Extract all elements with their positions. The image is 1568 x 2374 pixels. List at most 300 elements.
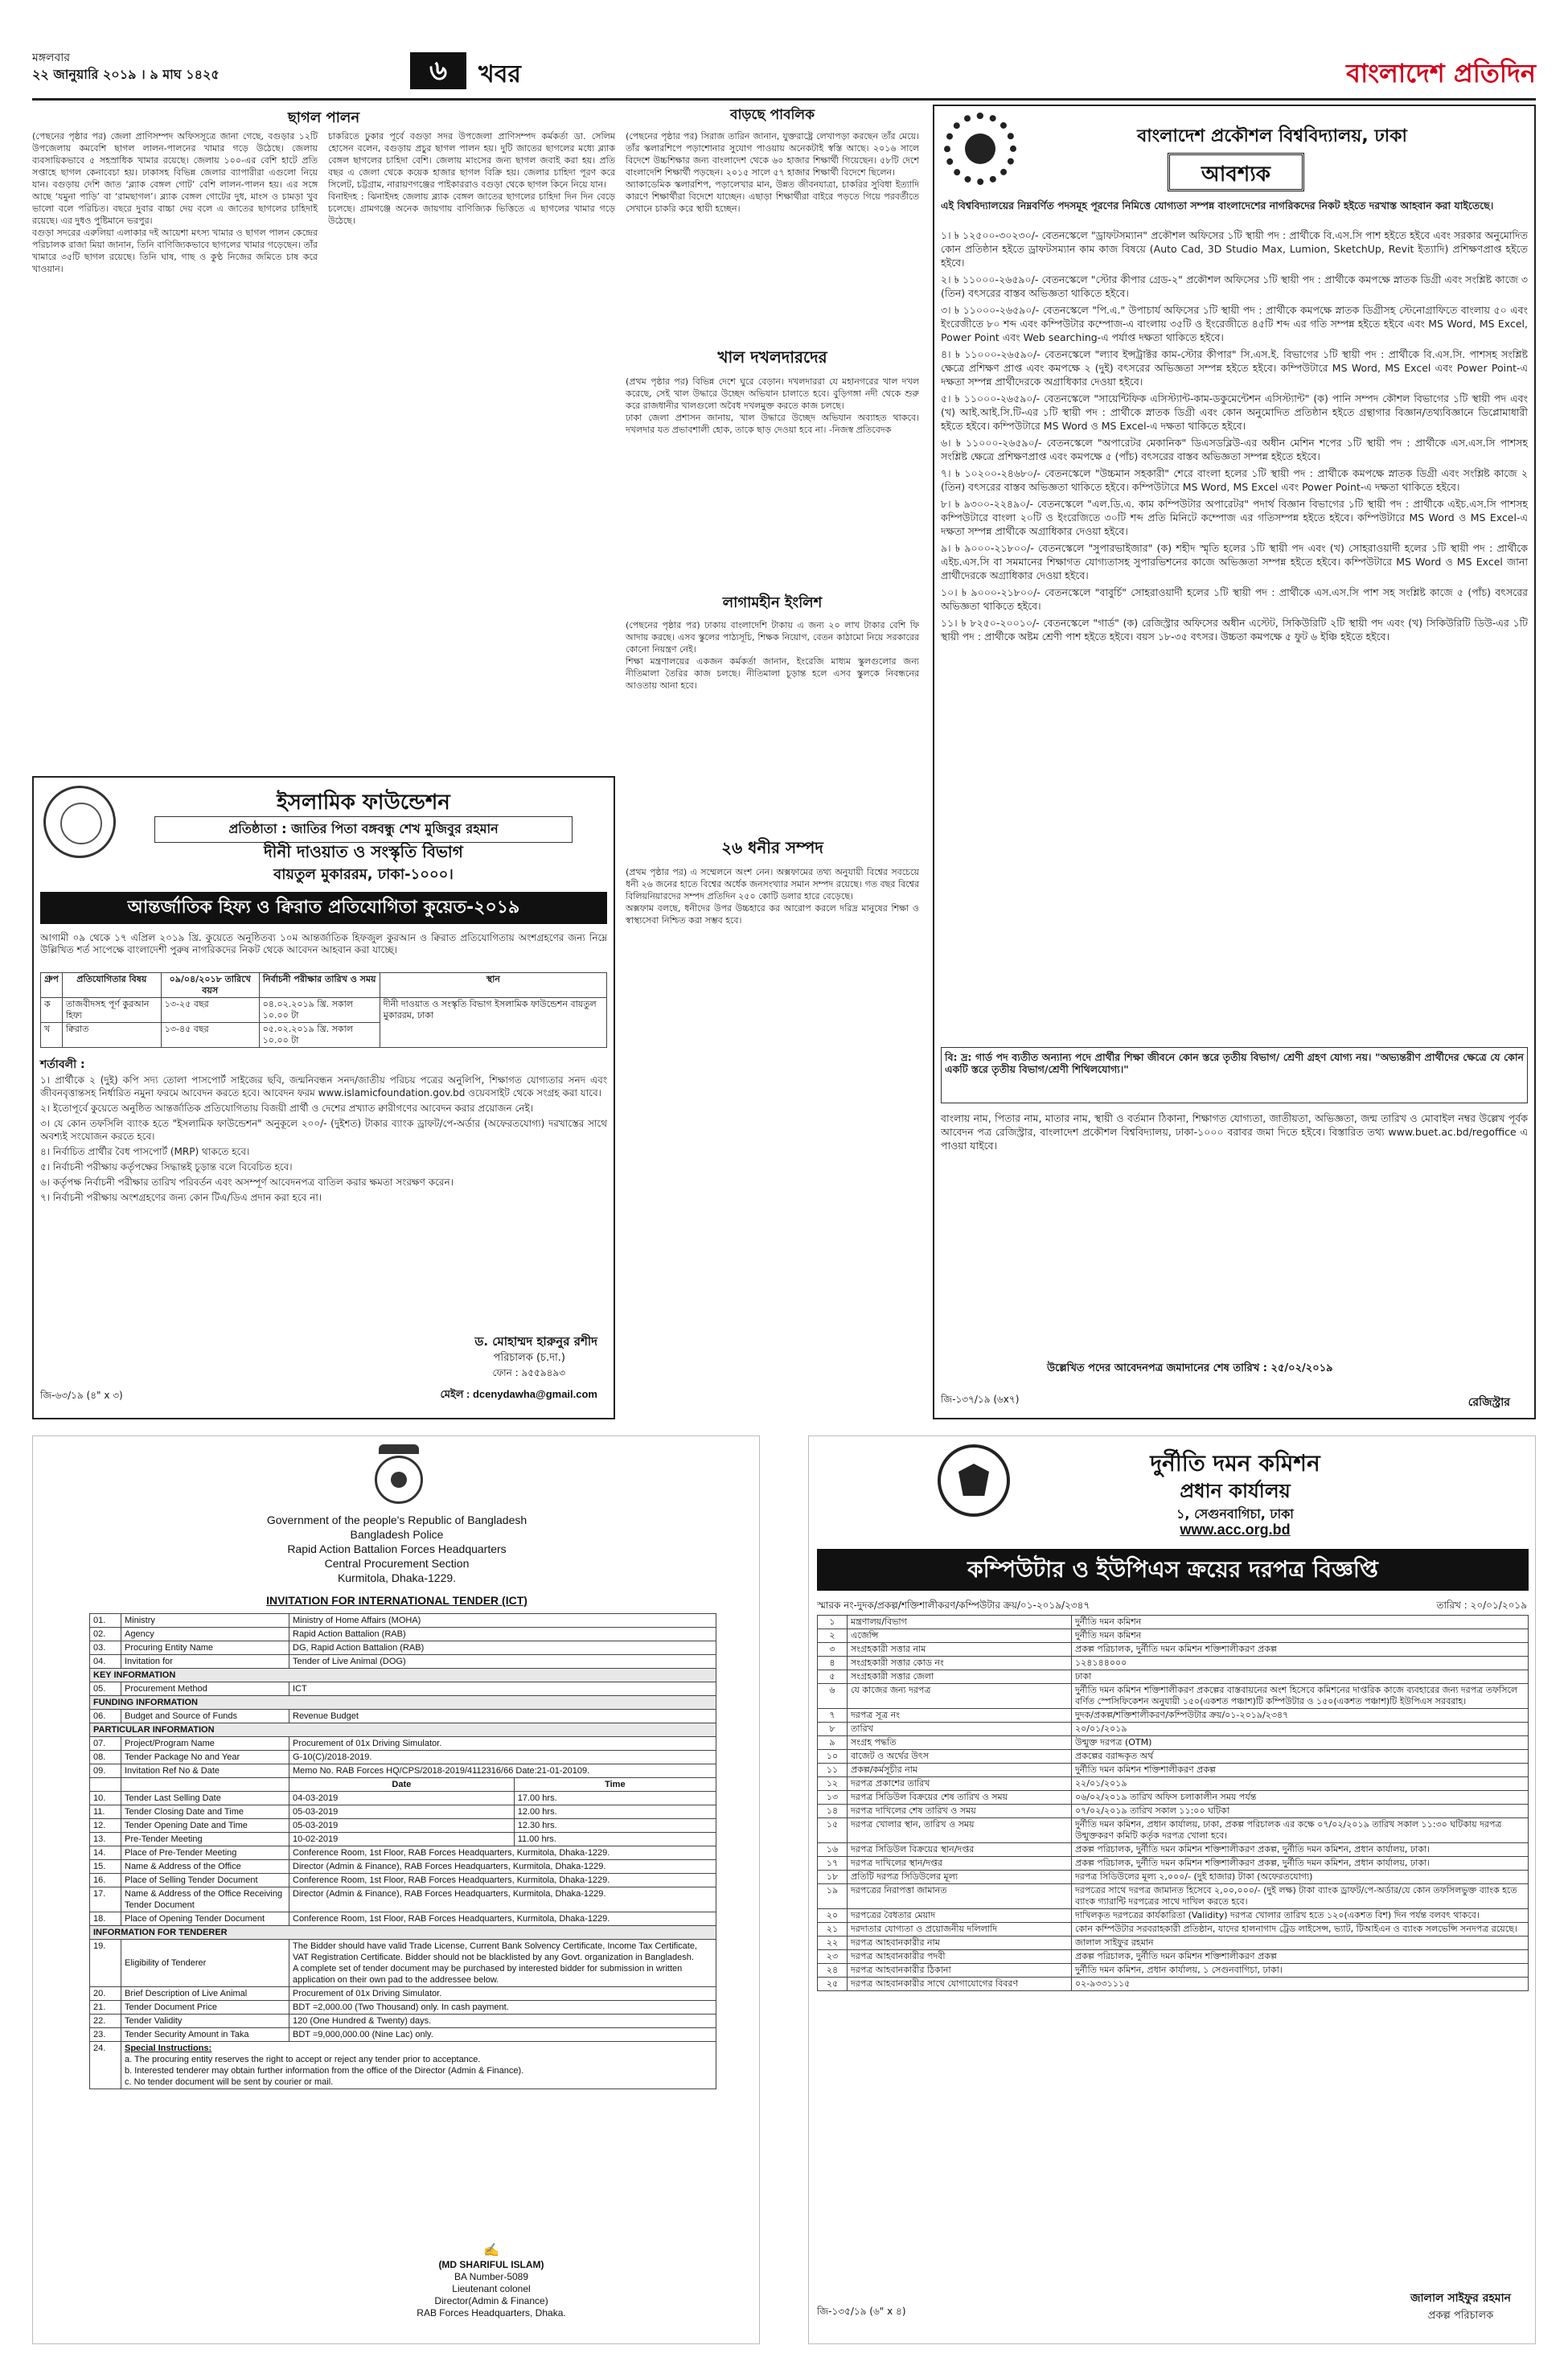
buet-item: ১১। ৳ ৮২৫০-২০০১০/- বেতনস্কেলে "গার্ড" (ক) রেজিস্ট্রার অফিসের অধীন এস্টেট, সিকিউরিটি ২টি স্থায়ী পদ এবং (খ) সিকিউরিটি ডিউ-এর ১টি স্থায়ী পদ : প্রার্থীকে অষ্টম শ্রেণী পাশ হইতে হইবে। বয়স ১৮-৩৫ বৎসর। উচ্চতা কমপক্ষে ৫ ফুট ৬ ইঞ্চি হইতে হইবে। xyxy=(941,617,1531,643)
table-row xyxy=(90,1874,716,1887)
cell: 06. xyxy=(90,1710,121,1723)
cell: ১৩ xyxy=(818,1791,848,1805)
cell: সংগ্রহকারী সত্তার জেলা xyxy=(848,1670,1072,1684)
cell: Ministry of Home Affairs (MOHA) xyxy=(289,1614,716,1628)
cell: ০৪.০২.২০১৯ খ্রি. সকাল ১০.০০ টা xyxy=(259,998,380,1023)
table-row xyxy=(818,1818,1529,1843)
special-item: a. The procuring entity reserves the right to accept or reject any tender prior to acceptance. xyxy=(125,2055,481,2064)
islamic-phone: ফোন : ৯৫৫৯৪৯৩ xyxy=(492,1367,565,1378)
cell: ২০/০১/২০১৯ xyxy=(1072,1723,1529,1736)
table-row xyxy=(90,1987,716,2001)
signature-mark: ✍ xyxy=(483,2244,499,2257)
cell: প্রকল্প পরিচালক, দুর্নীতি দমন কমিশন শক্তিশালীকরণ প্রকল্প, দুর্নীতি দমন কমিশন, প্রধান কার্যালয়, ঢাকা। xyxy=(1072,1857,1529,1871)
cell: ১৯ xyxy=(818,1884,848,1909)
islamic-table xyxy=(40,972,607,1048)
rab-section: Central Procurement Section xyxy=(324,1557,470,1570)
table-row xyxy=(90,1614,716,1628)
cell: দীনী দাওয়াত ও সংস্কৃতি বিভাগ ইসলামিক ফাউন্ডেশন বায়তুল মুকাররম, ঢাকা xyxy=(380,998,606,1048)
islamic-foundation-logo xyxy=(43,786,116,858)
table-row xyxy=(90,1926,716,1940)
table-row xyxy=(818,1857,1529,1871)
cell: 13. xyxy=(90,1833,121,1846)
islamic-signer: ড. মোহাম্মদ হারুনুর রশীদ xyxy=(474,1334,597,1349)
rab-signer-title: Director(Admin & Finance) xyxy=(434,2295,548,2306)
cell: 08. xyxy=(90,1751,121,1764)
table-row xyxy=(818,1750,1529,1764)
cell: ১১ xyxy=(818,1764,848,1777)
land-title: খাল দখলদারদের xyxy=(717,347,827,367)
cell: Procurement Method xyxy=(121,1682,289,1696)
cell: ৫ xyxy=(818,1670,848,1684)
cell: খ xyxy=(41,1023,63,1048)
rab-signer-org: RAB Forces Headquarters, Dhaka. xyxy=(417,2307,566,2319)
cell: PARTICULAR INFORMATION xyxy=(90,1723,716,1737)
cell: দরপত্র আহবানকারীর পদবী xyxy=(848,1950,1072,1964)
rab-hq: Rapid Action Battalion Forces Headquarters xyxy=(287,1542,507,1555)
rich-article xyxy=(626,836,919,1419)
cell: দরদাতার যোগ্যতা ও প্রয়োজনীয় দলিলাদি xyxy=(848,1923,1072,1937)
cell: 14. xyxy=(90,1846,121,1860)
islamic-address: বায়তুল মুকাররম, ঢাকা-১০০০। xyxy=(273,866,454,883)
buet-item: ৮। ৳ ৯৩০০-২২৪৯০/- বেতনস্কেলে "এল.ডি.এ. কাম কম্পিউটার অপারেটর" পদার্থ বিজ্ঞান বিভাগের ১টি স্থায়ী পদ : প্রার্থীকে এইচ.এস.সি পাশসহ কম্পিউটারে বাংলা ২০টি ও ইংরেজিতে ৩০টি শব্দ প্রতি মিনিটে কম্পোজ এর গতিসম্পন্ন হইতে হইবে। কম্পিউটারে MS Word ও MS Excel-এ দক্ষতা সম্পন্ন প্রার্থীকে অগ্রাধিকার দেওয়া হইবে। xyxy=(941,498,1531,537)
english-title: লাগামহীন ইংলিশ xyxy=(722,594,823,611)
table-row xyxy=(90,1628,716,1641)
cell xyxy=(90,1778,121,1792)
rab-tender-ad xyxy=(32,1435,760,2344)
islamic-conditions-title: শর্তাবলী : xyxy=(40,1058,85,1071)
cell: দরপত্র সিডিউল বিক্রয়ের শেষ তারিখ ও সময় xyxy=(848,1791,1072,1805)
header-rule xyxy=(32,98,1536,101)
special-item: b. Interested tenderer may obtain further information from the office of the Director (Admin & Finance). xyxy=(125,2066,524,2076)
cell: ঢাকা xyxy=(1072,1670,1529,1684)
rab-signer-rank: Lieutenant colonel xyxy=(452,2283,531,2294)
cell: দরপত্র খোলার স্থান, তারিখ ও সময় xyxy=(848,1818,1072,1843)
cell: উন্মুক্ত দরপত্র (OTM) xyxy=(1072,1736,1529,1750)
cell: ICT xyxy=(289,1682,716,1696)
table-row xyxy=(818,1884,1529,1909)
cell: 12. xyxy=(90,1819,121,1833)
cell: Director (Admin & Finance), RAB Forces Headquarters, Kurmitola, Dhaka-1229. xyxy=(289,1887,716,1912)
cell: KEY INFORMATION xyxy=(90,1669,716,1682)
cell: Rapid Action Battalion (RAB) xyxy=(289,1628,716,1641)
table-row xyxy=(818,1777,1529,1791)
table-row xyxy=(818,1909,1529,1923)
cell: Place of Opening Tender Document xyxy=(121,1912,289,1926)
cell: Name & Address of the Office Receiving Tender Document xyxy=(121,1887,289,1912)
acc-tender-ad xyxy=(808,1435,1536,2344)
cell: Invitation for xyxy=(121,1655,289,1669)
buet-title: বাংলাদেশ প্রকৌশল বিশ্ববিদ্যালয়, ঢাকা xyxy=(1137,126,1407,146)
islamic-email: মেইল : dceny​dawha@gmail.com xyxy=(440,1388,597,1400)
table-row xyxy=(818,1978,1529,1991)
cell: Procurement of 01x Driving Simulator. xyxy=(289,1987,716,2001)
table-row xyxy=(818,1843,1529,1857)
cell: প্রকল্প/কর্মসূচীর নাম xyxy=(848,1764,1072,1777)
goat-col1: (পেছনের পৃষ্ঠার পর) জেলা প্রাণিসম্পদ অফিসসূত্রে জানা গেছে, বগুড়ার ১২টি উপজেলায় কমবেশি ছাগল লালন-পালনের খামার গড়ে উঠেছে। জেলায় ব্যবসায়িকভাবে ৫ সহস্রাধিক খামার রয়েছে। জেলায় ১০০-এর বেশি হাটে প্রতি সপ্তাহে ছাগল কেনাবেচা হয়। ঢাকাসহ বিভিন্ন জেলার ব্যাপারীরা এগুলো নিয়ে যান। বগুড়ায় দেশি জাত ‘ব্ল্যাক বেঙ্গল গোট’ বেশি লালন-পালন হয়। এর সঙ্গে আছে ‘যমুনা পাড়ি’ বা ‘রামছাগল’। ব্ল্যাক বেঙ্গল গোটের দুধ, মাংস ও চামড়া খুব ভালো বলে পরিচিত। বছরে দুবার বাচ্চা দেয় বলে এ জাতের ছাগলের চাহিদাই রয়েছে। এর দুধও পুষ্টিমানে ভরপুর। বগুড়া সদরের এরুলিয়া এলাকার দই আয়েশা মৎস্য খামার ও ছাগল পালন কেন্দ্রের পরিচালক রাজা মিয়া জানান, তিনি বাণিজ্যিকভাবে ছাগলের খামার গড়েছেন। তাঁর খামারে ৩৫টি ছাগল রয়েছে। তিনি ঘাষ, গাছ ও কুণ্ঠ নিজের জমিতে চাষ করে খাওয়ান। xyxy=(32,131,318,274)
cell: Brief Description of Live Animal xyxy=(121,1987,289,2001)
cell: Memo No. RAB Forces HQ/CPS/2018-2019/4112316/66 Date:21-01-20109. xyxy=(289,1764,716,1778)
cell: 05. xyxy=(90,1682,121,1696)
buet-item: ৪। ৳ ১১০০০-২৬৫৯০/- বেতনস্কেলে "ল্যাব ইন্সট্রাক্টর কাম-স্টোর কীপার" সি.এস.ই. বিভাগের ১টি স্থায়ী পদ : প্রার্থীকে বি.এস.সি. পাশসহ সংশ্লিষ্ট ক্ষেত্রে প্রশিক্ষণ প্রাপ্ত এবং কমপক্ষে ২ (দুই) বৎসরের অভিজ্ঞতা সম্পন্ন হইতে হইবে। কম্পিউটারে MS Word, MS Excel এবং Power Point-এ দক্ষতা সম্পন্ন প্রার্থীদেরকে অগ্রাধিকার দেওয়া হইবে। xyxy=(941,348,1531,388)
cell: ৬ xyxy=(818,1684,848,1709)
cell: Conference Room, 1st Floor, RAB Forces Headquarters, Kurmitola, Dhaka-1229. xyxy=(289,1846,716,1860)
rich-title: ২৬ ধনীর সম্পদ xyxy=(721,838,823,857)
rich-body: (প্রথম পৃষ্ঠার পর) এ সম্মেলনে অংশ নেন। অক্সফামের তথ্য অনুযায়ী বিশ্বের সবচেয়ে ধনী ২৬ জনের হাতে বিশ্বের অর্ধেক জনসংখ্যার সমান সম্পদ রয়েছে। গত বছর বিশ্বের বিলিয়নিয়ারদের সম্পদ প্রতিদিন ২৫০ কোটি ডলার হারে বেড়েছে। অক্সফাম বলছে, ধনীদের উপর উচ্চহারে কর আরোপ করলে দরিদ্র মানুষের শিক্ষা ও স্বাস্থ্যসেবা নিশ্চিত করা সম্ভব হবে। xyxy=(626,867,919,926)
cell xyxy=(121,1778,289,1792)
cell: 17. xyxy=(90,1887,121,1912)
table-row xyxy=(90,1751,716,1764)
cell: Date xyxy=(289,1778,515,1792)
buet-item: ৭। ৳ ১০২০০-২৪৬৮০/- বেতনস্কেলে "উচ্চমান সহকারী" শেরে বাংলা হলের ১টি স্থায়ী পদ : প্রার্থীকে কমপক্ষে স্নাতক ডিগ্রী এবং সংশ্লিষ্ট কাজে ২ (তিন) বৎসরের বাস্তব অভিজ্ঞতা থাকিতে হইবে। কম্পিউটারে MS Word, MS Excel এবং Power Point-এ দক্ষতা থাকিতে হইবে। xyxy=(941,467,1531,493)
table-row xyxy=(818,1871,1529,1884)
cell: কোন কম্পিউটার সরবরাহকারী প্রতিষ্ঠান, যাদের হালনাগাদ ট্রেড লাইসেন্স, ভ্যাট, টিআইএন ও ব্যাংক সলভেন্সি সনদপত্র রয়েছে। xyxy=(1072,1923,1529,1937)
buet-item: ৫। ৳ ১১০০০-২৬৫৯০/- বেতনস্কেলে "সায়েন্টিফিক এসিস্ট্যান্ট-কাম-ডকুমেন্টেশন এসিস্ট্যান্ট" (ক) পানি সম্পদ কৌশল বিভাগের ১টি স্থায়ী পদ এবং (খ) আই.আই.সি.টি-এর ১টি স্থায়ী পদ : প্রার্থীকে স্নাতক ডিগ্রী এবং কোন অনুমোদিত প্রতিষ্ঠান হইতে গ্রন্থাগার বিজ্ঞান/তথ্যবিজ্ঞানে ডিপ্লোমাধারী হইতে হইবে। কম্পিউটারে MS Word ও MS Excel-এ দক্ষতা থাকিতে হইবে। xyxy=(941,392,1531,432)
table-row xyxy=(90,1710,716,1723)
condition-item: ৭। নির্বাচনী পরীক্ষায় অংশগ্রহণের জন্য কোন টিএ/ডিএ প্রদান করা হবে না। xyxy=(40,1192,322,1203)
cell: ২২ xyxy=(818,1937,848,1950)
table-row xyxy=(90,2028,716,2042)
cell: ১৫ xyxy=(818,1818,848,1843)
rab-signer xyxy=(371,2245,612,2319)
cell: ৯ xyxy=(818,1736,848,1750)
cell: DG, Rapid Action Battalion (RAB) xyxy=(289,1641,716,1655)
islamic-intro: আগামী ০৯ থেকে ১৭ এপ্রিল ২০১৯ খ্রি. কুয়েতে অনুষ্ঠিতব্য ১০ম আন্তর্জাতিক হিফজুল কুরআন ও ক্বিরাত প্রতিযোগিতায় অংশগ্রহণের জন্য নিম্নে উল্লিখিত শর্ত সাপেক্ষে বাংলাদেশী পুরুষ নাগরিকদের নিকট থেকে আবেদন আহবান করা যাচ্ছে। xyxy=(40,932,610,955)
cell: দুর্নীতি দমন কমিশন xyxy=(1072,1616,1529,1629)
cell: দুর্নীতি দমন কমিশন, প্রধান কার্যালয়, ১ সেগুনবাগিচা, ঢাকা। xyxy=(1072,1964,1529,1978)
cell: দরপত্রের সাথে দরপত্র জামানত হিসেবে ২,০০,০০০/- (দুই লক্ষ) টাকা ব্যাংক ড্রাফট/পে-অর্ডার/যে কোন তফসিলভুক্ত ব্যাংক হতে ব্যাংক গ্যারান্টি দরপত্রের সাথে দাখিল করতে হবে। xyxy=(1072,1884,1529,1909)
table-row xyxy=(818,1670,1529,1684)
table-row xyxy=(90,1655,716,1669)
cell: সংগ্রহ পদ্ধতি xyxy=(848,1736,1072,1750)
condition-item: ২। ইতোপূর্বে কুয়েতে অনুষ্ঠিত আন্তর্জাতিক প্রতিযোগিতায় বিজয়ী প্রার্থী ও দেশের প্রখ্যাত ক্বারীগণের আবেদন করার প্রয়োজন নেই। xyxy=(40,1103,534,1114)
cell: ১৭ xyxy=(818,1857,848,1871)
cell: Revenue Budget xyxy=(289,1710,716,1723)
cell: দরপত্র সিডিউলের মূল্য ২,০০০/- (দুই হাজার) টাকা (অফেরতযোগ্য) xyxy=(1072,1871,1529,1884)
table-row xyxy=(818,1643,1529,1657)
cell: Tender Last Selling Date xyxy=(121,1792,289,1805)
cell: 16. xyxy=(90,1874,121,1887)
table-row xyxy=(90,1860,716,1874)
cell: জালাল সাইফুর রহমান xyxy=(1072,1937,1529,1950)
cell: 10. xyxy=(90,1792,121,1805)
table-row xyxy=(90,1723,716,1737)
table-row xyxy=(90,2015,716,2028)
cell: The Bidder should have valid Trade License, Current Bank Solvency Certificate, Income Tax Certificate, VAT Registration Certificate. Bidder should not be blacklisted by any Govt. organization in Bangladesh. A complete set of tender document may be purchased by interested bidder for submission in written application on their own pad to the addressee below. xyxy=(289,1940,716,1987)
cell: 12.30 hrs. xyxy=(514,1819,716,1833)
cell: তাজবীদসহ পূর্ণ কুরআন হিফ্য xyxy=(62,998,161,1023)
islamic-banner: আন্তর্জাতিক হিফ্য ও ক্বিরাত প্রতিযোগিতা কুয়েত-২০১৯ xyxy=(40,892,607,924)
cell: তারিখ xyxy=(848,1723,1072,1736)
cell: দুর্নীতি দমন কমিশন শক্তিশালীকরণ প্রকল্প xyxy=(1072,1764,1529,1777)
cell: দুর্নীতি দমন কমিশন, প্রধান কার্যালয়, ঢাকা, প্রকল্প পরিচালক এর কক্ষে ০৭/০২/২০১৯ তারিখ সকাল ১১:৩০ ঘটিকায় দরপত্র উন্মুক্তকরণ কমিটি কর্তৃক দরপত্র খোলা হবে। xyxy=(1072,1818,1529,1843)
table-row xyxy=(818,1937,1529,1950)
cell: 18. xyxy=(90,1912,121,1926)
cell: দরপত্র আহবানকারীর নাম xyxy=(848,1937,1072,1950)
cell: প্রকল্পের বরাদ্দকৃত অর্থ xyxy=(1072,1750,1529,1764)
cell: BDT =2,000.00 (Two Thousand) only. In cash payment. xyxy=(289,2001,716,2015)
table-row xyxy=(818,1736,1529,1750)
buet-logo xyxy=(944,113,1016,185)
cell: দুর্নীতি দমন কমিশন শক্তিশালীকরণ প্রকল্পের বাস্তবায়নের অংশ হিসেবে কমিশনের দাপ্তরিক কাজে ব্যবহারের জন্য দরপত্র তফসিলে বর্ণিত স্পেসিফিকেশন অনুযায়ী ১৫০(একশত পঞ্চাশ)টি কম্পিউটার ও ১৫০(একশত পঞ্চাশ)টি ইউপিএস সরবরাহ। xyxy=(1072,1684,1529,1709)
goat-article xyxy=(32,105,615,774)
buet-item: ৬। ৳ ১১০০০-২৬৫৯০/- বেতনস্কেলে "অপারেটর মেকানিক" ডিএসডব্লিউ-এর অধীন মেশিন শপের ১টি স্থায়ী পদ : প্রার্থীকে এস.এস.সি পাশসহ সংশ্লিষ্ট ক্ষেত্রে প্রশিক্ষণপ্রাপ্ত এবং কমপক্ষে ৫ (পাঁচ) বৎসরের বাস্তব অভিজ্ঞতা সম্পন্ন হইতে হইবে। xyxy=(941,437,1531,462)
cell: ০৭/০২/২০১৯ তারিখ সকাল ১১:০০ ঘটিকা xyxy=(1072,1805,1529,1818)
cell: ১৩-৪৫ বছর xyxy=(161,1023,259,1048)
table-row xyxy=(90,2042,716,2089)
table-row xyxy=(818,1950,1529,1964)
cell: বাজেট ও অর্থের উৎস xyxy=(848,1750,1072,1764)
page-header xyxy=(32,48,1536,97)
cell: BDT =9,000,000.00 (Nine Lac) only. xyxy=(289,2028,716,2042)
special-title: Special Instructions: xyxy=(125,2043,212,2053)
rab-invitation: INVITATION FOR INTERNATIONAL TENDER (ICT) xyxy=(266,1594,527,1607)
header-section: খবর xyxy=(478,60,521,88)
cell: দুদক/প্রকল্প/শক্তিশালীকরণ/কম্পিউটার ক্রয়/০১-২০১৯/২৩৪৭ xyxy=(1072,1709,1529,1723)
cell: Ministry xyxy=(121,1614,289,1628)
cell: 07. xyxy=(90,1737,121,1751)
header-page-number: ৬ xyxy=(410,52,466,89)
cell: এজেন্সি xyxy=(848,1629,1072,1643)
table-row xyxy=(818,1629,1529,1643)
table-row xyxy=(41,998,607,1023)
cell: ৭ xyxy=(818,1709,848,1723)
buet-ad xyxy=(933,105,1536,1419)
cell: দরপত্রের নিরাপত্তা জামানত xyxy=(848,1884,1072,1909)
cell: 11. xyxy=(90,1805,121,1819)
cell: FUNDING INFORMATION xyxy=(90,1696,716,1710)
table-row xyxy=(90,1805,716,1819)
cell: Pre-Tender Meeting xyxy=(121,1833,289,1846)
cell: Name & Address of the Office xyxy=(121,1860,289,1874)
cell: প্রকল্প পরিচালক, দুর্নীতি দমন কমিশন শক্তিশালীকরণ প্রকল্প, দুর্নীতি দমন কমিশন, প্রধান কার্যালয়, ঢাকা। xyxy=(1072,1843,1529,1857)
cell: দাখিলকৃত দরপত্রের কার্যকারিতা (Validity) দরপত্র খোলার তারিখ হতে ১২০(একশত বিশ) দিন পর্যন্ত বলবৎ থাকবে। xyxy=(1072,1909,1529,1923)
buet-item: ৯। ৳ ৯০০০-২১৮০০/- বেতনস্কেলে "সুপারভাইজার" (ক) শহীদ স্মৃতি হলের ১টি স্থায়ী পদ এবং (খ) সোহরাওয়ার্দী হলের ১টি স্থায়ী পদ : প্রার্থীকে এইচ.এস.সি বা সমমানের শিক্ষাগত যোগ্যতাসহ সুপারভিশনের কাজে অভিজ্ঞতা সম্পন্ন হইতে হইবে। কম্পিউটারে MS Word ও MS Excel জানা প্রার্থীদেরকে অগ্রাধিকার দেওয়া হইবে। xyxy=(941,542,1531,581)
cell: Tender Closing Date and Time xyxy=(121,1805,289,1819)
cell: 01. xyxy=(90,1614,121,1628)
table-row xyxy=(90,1940,716,1987)
col-age: ০৯/০৪/২০১৮ তারিখে বয়স xyxy=(161,973,259,998)
cell: ১২ xyxy=(818,1777,848,1791)
cell: ১৮ xyxy=(818,1871,848,1884)
cell: ৩ xyxy=(818,1643,848,1657)
cell: ১ xyxy=(818,1616,848,1629)
rab-police: Bangladesh Police xyxy=(350,1528,444,1541)
table-row xyxy=(818,1764,1529,1777)
buet-item: ২। ৳ ১১০০০-২৬৫৯০/- বেতনস্কেলে "স্টোর কীপার গ্রেড-২" প্রকৌশল অফিসের ১টি স্থায়ী পদ : প্রার্থীকে কমপক্ষে স্নাতক ডিগ্রী এবং সংশ্লিষ্ট কাজে ৩ (তিন) বৎসরের বাস্তব অভিজ্ঞতা থাকিতে হইবে। xyxy=(941,273,1531,299)
cell: Conference Room, 1st Floor, RAB Forces Headquarters, Kurmitola, Dhaka-1229. xyxy=(289,1912,716,1926)
cell: ১৬ xyxy=(818,1843,848,1857)
table-row xyxy=(90,1792,716,1805)
acc-date: তারিখ : ২০/০১/২০১৯ xyxy=(1436,1600,1527,1611)
buet-footer: বাংলায় নাম, পিতার নাম, মাতার নাম, স্থায়ী ও বর্তমান ঠিকানা, শিক্ষাগত যোগ্যতা, জাতীয়তা, অভিজ্ঞতা, জন্ম তারিখ ও মোবাইল নম্বর উল্লেখ পূর্বক আবেদন পত্র রেজিস্ট্রার, বাংলাদেশ প্রকৌশল বিশ্ববিদ্যালয়, ঢাকা-১০০০ বরাবর জমা দিতে হইবে। বিস্তারিত তথ্য www.buet.ac.bd/regoffice এ পাওয়া যাইবে। xyxy=(941,1112,1531,1152)
acc-title: দুর্নীতি দমন কমিশন xyxy=(1150,1450,1320,1477)
condition-item: ৪। নির্বাচিত প্রার্থীর বৈধ পাসপোর্ট (MRP) থাকতে হবে। xyxy=(40,1146,250,1157)
islamic-table-header xyxy=(41,973,607,998)
cell: দরপত্র সিডিউল বিক্রয়ের স্থান/দপ্তর xyxy=(848,1843,1072,1857)
cell: Tender Document Price xyxy=(121,2001,289,2015)
acc-address: ১, সেগুনবাগিচা, ঢাকা xyxy=(1176,1506,1294,1522)
buet-ref: জি-১৩৭/১৯ (৬x৭) xyxy=(941,1394,1020,1405)
table-row xyxy=(90,1819,716,1833)
english-article xyxy=(626,591,919,832)
islamic-foundation-ad xyxy=(32,776,615,1419)
special-item: c. No tender document will be sent by courier or mail. xyxy=(125,2077,334,2087)
cell: Place of Pre-Tender Meeting xyxy=(121,1846,289,1860)
goat-col2: চাকরিতে ঢুকার পূর্বে বগুড়া সদর উপজেলা প্রাণিসম্পদ কর্মকর্তা ডা. সেলিম হোসেন বলেন, বগুড়ায় প্রচুর ছাগল পালন হয়। দুটি জাতের ছাগলের মধ্যে ব্ল্যাক বেঙ্গল ছাগলের চাহিদা বেশি। জেলায় মাংসের জন্য ছাগল জবাই করা হয়। প্রতি বছর এ জেলা থেকে কয়েক হাজার ছাগল বিক্রি হয়। জেলার চাহিদা পূরণ করে সিলেট, চট্টগ্রাম, নারায়ণগঞ্জের পাইকাররাও বগুড়া থেকে ছাগল কিনে নিয়ে যান। বিনাইদহ : ঝিনাইদহ জেলায় ব্ল্যাক বেঙ্গল জাতের ছাগলের চাহিদা দিন দিন বেড়ে চলেছে। গ্রামগঞ্জে অনেক জায়গায় বাণিজ্যিক ভিত্তিতে এ ছাগলের খামার গড়ে উঠেছে। xyxy=(328,131,615,226)
cell: Procurement of 01x Driving Simulator. xyxy=(289,1737,716,1751)
cell: 12.00 hrs. xyxy=(514,1805,716,1819)
acc-logo xyxy=(938,1444,1010,1517)
table-row xyxy=(90,1912,716,1926)
cell: ১২৪১৪৪০০০ xyxy=(1072,1657,1529,1670)
table-row xyxy=(818,1923,1529,1937)
table-row xyxy=(90,1641,716,1655)
buet-item: ১। ৳ ১২৫০০-৩০২৩০/- বেতনস্কেলে "ড্রাফটসম্যান" প্রকৌশল অফিসের ১টি স্থায়ী পদ : প্রার্থীকে বি.এস.সি পাশ হইতে হইবে এবং সরকার অনুমোদিত কোন প্রতিষ্ঠান হইতে ড্রাফটসম্যান কাম কাজ বিষয়ে (Auto Cad, 3D Studio Max, Lumion, SketchUp, Revit ইত্যাদি) প্রশিক্ষণপ্রাপ্ত হইতে হইবে। xyxy=(941,229,1531,269)
table-row xyxy=(818,1657,1529,1670)
acc-memo: স্মারক নং-দুদক/প্রকল্প/শক্তিশালীকরণ/কম্পিউটার ক্রয়/০১-২০১৯/২৩৪৭ xyxy=(817,1600,1090,1611)
cell: দরপত্র আহবানকারীর সাথে যোগাযোগের বিবরণ xyxy=(848,1978,1072,1991)
cell: Tender Opening Date and Time xyxy=(121,1819,289,1833)
cell: Director (Admin & Finance), RAB Forces Headquarters, Kurmitola, Dhaka-1229. xyxy=(289,1860,716,1874)
cell: ক xyxy=(41,998,63,1023)
cell: দরপত্র সূত্র নং xyxy=(848,1709,1072,1723)
table-row xyxy=(90,1737,716,1751)
acc-ref: জি-১৩৫/১৯ (৬" x ৪) xyxy=(817,2306,906,2317)
table-row xyxy=(818,1791,1529,1805)
islamic-dept: দীনী দাওয়াত ও সংস্কৃতি বিভাগ xyxy=(264,842,463,861)
cell: ০৬/০২/২০১৯ তারিখ অফিস চলাকালীন সময় পর্যন্ত xyxy=(1072,1791,1529,1805)
cell: Tender Package No and Year xyxy=(121,1751,289,1764)
cell: 02. xyxy=(90,1628,121,1641)
cell: 04. xyxy=(90,1655,121,1669)
islamic-conditions xyxy=(40,1074,610,1315)
islamic-founder: প্রতিষ্ঠাতা : জাতির পিতা বঙ্গবন্ধু শেখ মুজিবুর রহমান xyxy=(154,816,573,843)
table-row xyxy=(818,1964,1529,1978)
rab-signer-ba: BA Number-5089 xyxy=(454,2271,529,2282)
cell: Budget and Source of Funds xyxy=(121,1710,289,1723)
cell: Conference Room, 1st Floor, RAB Forces Headquarters, Kurmitola, Dhaka-1229. xyxy=(289,1874,716,1887)
cell: ক্বিরাত xyxy=(62,1023,161,1048)
cell: ২ xyxy=(818,1629,848,1643)
cell: 19. xyxy=(90,1940,121,1987)
table-row xyxy=(818,1805,1529,1818)
col-exam-date: নির্বাচনী পরীক্ষার তারিখ ও সময় xyxy=(259,973,380,998)
cell: সংগ্রহকারী সত্তার নাম xyxy=(848,1643,1072,1657)
cell: ২১ xyxy=(818,1923,848,1937)
table-row xyxy=(90,1887,716,1912)
cell: Time xyxy=(514,1778,716,1792)
cell: INFORMATION FOR TENDERER xyxy=(90,1926,716,1940)
condition-item: ৫। নির্বাচনী পরীক্ষায় কর্তৃপক্ষের সিদ্ধান্তই চূড়ান্ত বলে বিবেচিত হবে। xyxy=(40,1161,293,1173)
table-row xyxy=(818,1616,1529,1629)
table-row xyxy=(90,1696,716,1710)
cell: ৪ xyxy=(818,1657,848,1670)
cell: ০২-৯৩৩১১১৫ xyxy=(1072,1978,1529,1991)
col-group: গ্রুপ xyxy=(41,973,63,998)
cell: দুর্নীতি দমন কমিশন xyxy=(1072,1629,1529,1643)
condition-item: ৬। কর্তৃপক্ষ নির্বাচনী পরীক্ষার তারিখ পরিবর্তন এবং অসম্পূর্ণ আবেদনপত্র বাতিল করার ক্ষমতা সংরক্ষণ করেন। xyxy=(40,1177,454,1188)
table-row xyxy=(90,1669,716,1682)
table-row xyxy=(818,1723,1529,1736)
table-row xyxy=(90,1778,716,1792)
cell: ০৫.০২.২০১৯ খ্রি. সকাল ১০.০০ টা xyxy=(259,1023,380,1048)
table-row xyxy=(90,2001,716,2015)
buet-deadline: উল্লেখিত পদের আবেদনপত্র জমাদানের শেষ তারিখ : ২৫/০২/২০১৯ xyxy=(1047,1362,1333,1374)
cell: প্রকল্প পরিচালক, দুর্নীতি দমন কমিশন শক্তিশালীকরণ প্রকল্প xyxy=(1072,1950,1529,1964)
cell: 05-03-2019 xyxy=(289,1805,515,1819)
acc-table xyxy=(817,1615,1529,1991)
rab-gov: Government of the people's Republic of Bangladesh xyxy=(266,1514,527,1526)
cell: Eligibility of Tenderer xyxy=(121,1940,289,1987)
cell: Tender of Live Animal (DOG) xyxy=(289,1655,716,1669)
land-article xyxy=(626,346,919,587)
cell: 20. xyxy=(90,1987,121,2001)
col-subject: প্রতিযোগিতার বিষয় xyxy=(62,973,161,998)
population-title: বাড়ছে পাবলিক xyxy=(730,107,815,123)
population-body: (পেছনের পৃষ্ঠার পর) সিরাজ তারিন জানান, যুক্তরাষ্ট্রে লেখাপড়া করছেন তাঁর মেয়ে। তাঁর স্কলারশিপে পড়াশোনার সুযোগ পাওয়ায় অনেকটাই স্বস্তি আছে। ২০১৬ সালে বিদেশে উচ্চশিক্ষার জন্য বাংলাদেশ থেকে ৬০ হাজার শিক্ষার্থী গিয়েছেন। ৫৮টি দেশে বাংলাদেশি শিক্ষার্থী পড়ছেন। ২০১৫ সালে ৫৭ হাজার শিক্ষার্থী বিদেশে ছিলেন। অ্যাকাডেমিক স্কলারশিপ, পড়ালেখার মান, উন্নত জীবনযাত্রা, চাকরির সুবিধা ইত্যাদি কারণে শিক্ষার্থীরা বিদেশে যাচ্ছেন। এছাড়া শিক্ষার্থীরা বাইরে পড়তে গিয়ে পরবর্তীতে সেখানে চাকরি করে স্থায়ী হচ্ছেন। xyxy=(626,131,919,214)
cell: 15. xyxy=(90,1860,121,1874)
cell: সংগ্রহকারী সত্তার কোড নং xyxy=(848,1657,1072,1670)
cell: 04-03-2019 xyxy=(289,1792,515,1805)
cell: Procuring Entity Name xyxy=(121,1641,289,1655)
table-row xyxy=(818,1684,1529,1709)
cell: মন্ত্রণালয়/বিভাগ xyxy=(848,1616,1072,1629)
cell: দরপত্রের বৈধতার মেয়াদ xyxy=(848,1909,1072,1923)
cell: ১৩-২৫ বছর xyxy=(161,998,259,1023)
cell: ২৪ xyxy=(818,1964,848,1978)
cell: ২২/০১/২০১৯ xyxy=(1072,1777,1529,1791)
table-row xyxy=(90,1833,716,1846)
land-body: (প্রথম পৃষ্ঠার পর) বিভিন্ন দেশে ঘুরে বেড়ান। দখলদাররা যে মহানগরের খাল দখল করেছে, সেই খাল উদ্ধারে উচ্ছেদ অভিযান চালাতে হবে। বুড়িগঙ্গা নদী থেকে শুরু করে রাজধানীর খালগুলো অবৈধ দখলমুক্ত করতে কাজ চলছে। ঢাকা জেলা প্রশাসন জানায়, খাল উদ্ধারে উচ্ছেদ অভিযান অব্যাহত থাকবে। দখলদার যত প্রভাবশালী হোক, তাকে ছাড় দেওয়া হবে না। -নিজস্ব প্রতিবেদক xyxy=(626,376,919,435)
cell: 21. xyxy=(90,2001,121,2015)
rab-signer-name: (MD SHARIFUL ISLAM) xyxy=(438,2259,544,2270)
cell: দরপত্র প্রকাশের তারিখ xyxy=(848,1777,1072,1791)
rab-address: Kurmitola, Dhaka-1229. xyxy=(337,1571,457,1584)
header-date: ২২ জানুয়ারি ২০১৯ । ৯ মাঘ ১৪২৫ xyxy=(32,67,220,82)
acc-signer-name: জালাল সাইফুর রহমান xyxy=(1410,2292,1511,2305)
cell: Tender Security Amount in Taka xyxy=(121,2028,289,2042)
cell: ১০ xyxy=(818,1750,848,1764)
cell: Invitation Ref No & Date xyxy=(121,1764,289,1778)
acc-website[interactable]: www.acc.org.bd xyxy=(1180,1522,1291,1538)
cell: 03. xyxy=(90,1641,121,1655)
cell: দরপত্র আহবানকারীর ঠিকানা xyxy=(848,1964,1072,1978)
buet-intro: এই বিশ্ববিদ্যালয়ের নিম্নবর্ণিত পদসমূহ পূরণের নিমিত্তে যোগ্যতা সম্পন্ন বাংলাদেশের নাগরিকদের নিকট হইতে দরখাস্ত আহবান করা যাইতেছে। xyxy=(941,199,1494,212)
cell: ২৩ xyxy=(818,1950,848,1964)
table-row xyxy=(90,1846,716,1860)
cell: দরপত্র দাখিলের স্থান/দপ্তর xyxy=(848,1857,1072,1871)
islamic-signer-title: পরিচালক (চ.দা.) xyxy=(493,1352,565,1364)
english-body: (পেছনের পৃষ্ঠার পর) ঢাকায় বাংলাদেশি টাকায় এ জন্য ২০ লাখ টাকার বেশি ফি আদায় করছে। এসব স্কুলের পাঠ্যসূচি, শিক্ষক নিয়োগ, বেতন কাঠামো নিয়ে সরকারের কোনো নিয়ন্ত্রণ নেই। শিক্ষা মন্ত্রণালয়ের একজন কর্মকর্তা জানান, ইংরেজি মাধ্যম স্কুলগুলোর জন্য নীতিমালা তৈরির কাজ চলছে। নীতিমালা চূড়ান্ত হলে এসব স্কুলকে নিবন্ধনের আওতায় আনা হবে। xyxy=(626,620,919,691)
special-instructions xyxy=(121,2042,716,2089)
acc-banner: কম্পিউটার ও ইউপিএস ক্রয়ের দরপত্র বিজ্ঞপ্তি xyxy=(817,1549,1529,1591)
cell: Project/Program Name xyxy=(121,1737,289,1751)
cell: 11.00 hrs. xyxy=(514,1833,716,1846)
buet-note: বি: দ্র: গার্ড পদ ব্যতীত অন্যান্য পদে প্রার্থীর শিক্ষা জীবনে কোন স্তরে তৃতীয় বিভাগ/ শ্রেণী গ্রহণ যোগ্য নয়। "অভ্যন্তরীণ প্রার্থীদের ক্ষেত্রে যে কোন একটি স্তরে তৃতীয় বিভাগ/শ্রেণী শিথিলযোগ্য।" xyxy=(941,1047,1528,1103)
cell: G-10(C)/2018-2019. xyxy=(289,1751,716,1764)
cell: Place of Selling Tender Document xyxy=(121,1874,289,1887)
cell: দরপত্র দাখিলের শেষ তারিখ ও সময় xyxy=(848,1805,1072,1818)
header-day: মঙ্গলবার xyxy=(32,51,71,64)
buet-items xyxy=(941,228,1531,1041)
acc-signer xyxy=(1410,2289,1511,2325)
cell: 17.00 hrs. xyxy=(514,1792,716,1805)
cell: প্রতিটি দরপত্র সিডিউলের মূল্য xyxy=(848,1871,1072,1884)
table-row xyxy=(90,1682,716,1696)
cell: Agency xyxy=(121,1628,289,1641)
cell: 24. xyxy=(90,2042,121,2089)
buet-signature: রেজিস্ট্রার xyxy=(1467,1396,1510,1409)
